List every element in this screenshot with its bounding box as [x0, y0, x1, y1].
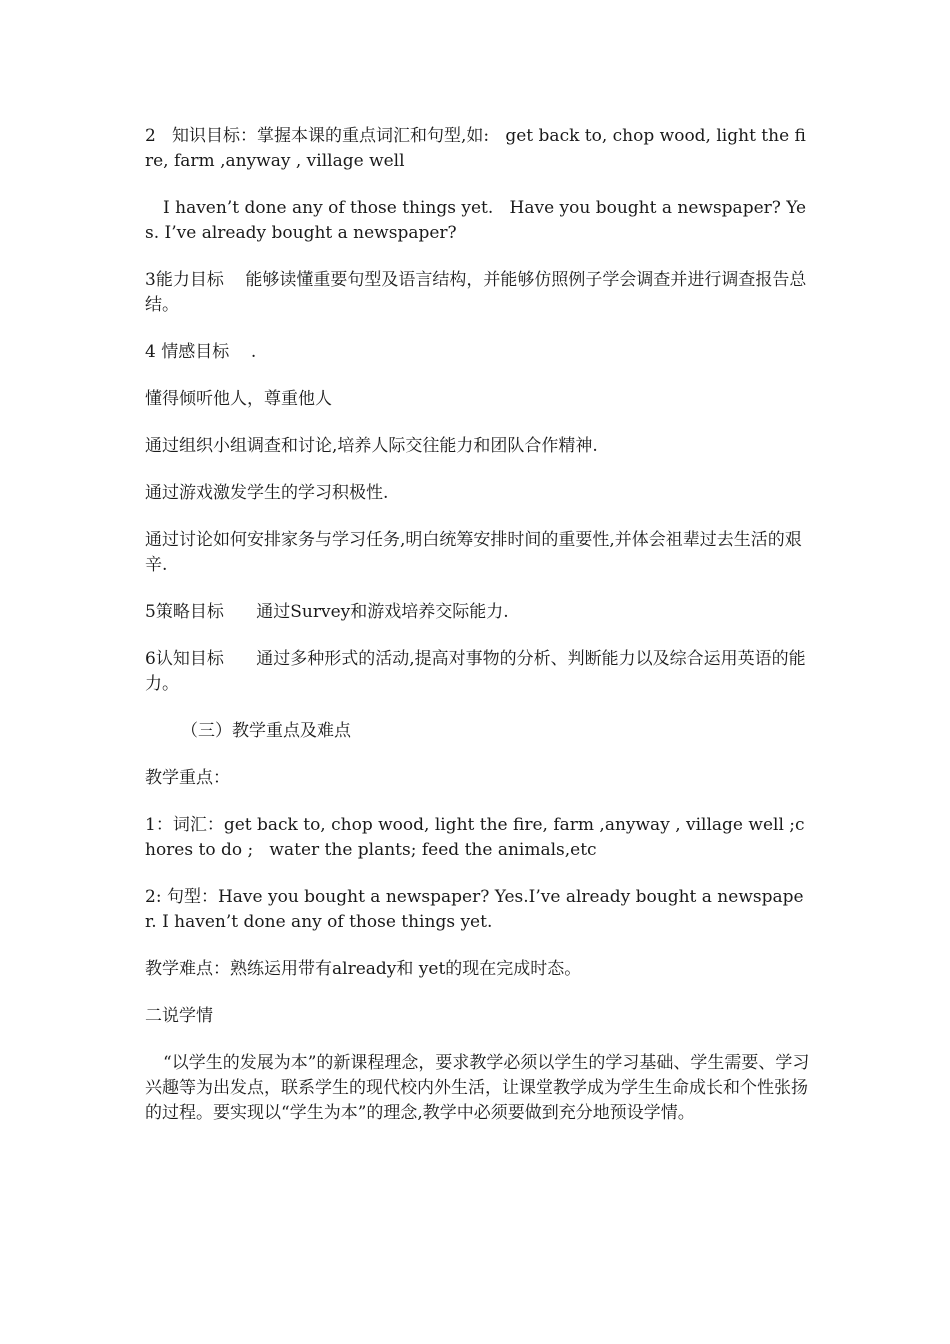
emotion-goal-item-2: 通过组织小组调查和讨论,培养人际交往能力和团队合作精神.	[145, 436, 598, 456]
difficult-points-paragraph: 教学难点：熟练运用带有already和 yet的现在完成时态。	[145, 959, 582, 979]
section-heading-key-points: （三）教学重点及难点	[181, 721, 351, 741]
emotion-goal-heading: 4 情感目标 .	[145, 342, 257, 362]
cognitive-goal-paragraph: 6认知目标 通过多种形式的活动,提高对事物的分析、判断能力以及综合运用英语的能力。	[145, 649, 806, 694]
key-points-label: 教学重点：	[145, 768, 230, 788]
emotion-goal-item-4: 通过讨论如何安排家务与学习任务,明白统筹安排时间的重要性,并体会祖辈过去生活的艰辛.	[145, 530, 802, 575]
key-vocabulary-paragraph: 1：词汇：get back to, chop wood, light the fire, farm ,anyway , village well ;chores to do ; water the plants; feed the animals,etc	[145, 815, 805, 860]
section-heading-student-analysis: 二说学情	[145, 1006, 213, 1026]
knowledge-goal-paragraph: 2 知识目标：掌握本课的重点词汇和句型,如: get back to, chop wood, light the fire, farm ,anyway , village well	[145, 126, 806, 171]
key-sentences-paragraph: 2: 句型：Have you bought a newspaper? Yes.I’ve already bought a newspaper. I haven’t done any of those things yet.	[145, 887, 804, 932]
example-sentences-paragraph: I haven’t done any of those things yet. Have you bought a newspaper? Yes. I’ve already bought a newspaper?	[145, 198, 807, 243]
document-body	[145, 124, 810, 1148]
emotion-goal-item-3: 通过游戏激发学生的学习积极性.	[145, 483, 389, 503]
student-analysis-paragraph: “以学生的发展为本”的新课程理念，要求教学必须以学生的学习基础、学生需要、学习兴趣等为出发点，联系学生的现代校内外生活，让课堂教学成为学生生命成长和个性张扬的过程。要实现以“学生为本”的理念,教学中必须要做到充分地预设学情。	[145, 1053, 810, 1123]
ability-goal-paragraph: 3能力目标 能够读懂重要句型及语言结构，并能够仿照例子学会调查并进行调查报告总结。	[145, 270, 807, 315]
strategy-goal-paragraph: 5策略目标 通过Survey和游戏培养交际能力.	[145, 602, 509, 622]
emotion-goal-item-1: 懂得倾听他人，尊重他人	[145, 389, 332, 409]
